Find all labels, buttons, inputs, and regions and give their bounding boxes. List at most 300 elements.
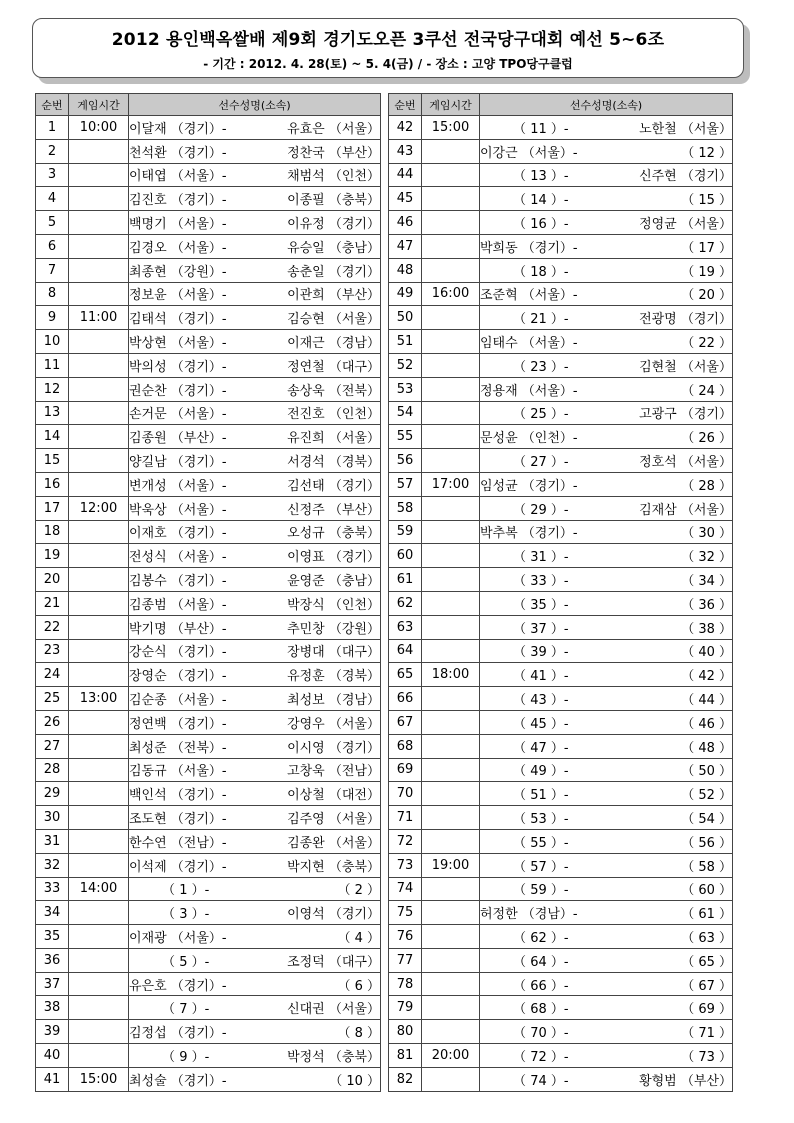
header-time: 게임시간 (422, 94, 480, 116)
game-time (69, 139, 129, 163)
match-pair (129, 903, 380, 922)
away-player: （ 8 ） (337, 1026, 380, 1042)
away-player: （ 10 ） (329, 1073, 380, 1089)
match-number: 52 (389, 353, 422, 377)
table-row (36, 948, 381, 972)
match-number: 2 (36, 139, 69, 163)
game-time (69, 901, 129, 925)
match-pair (129, 665, 380, 684)
match-number: 46 (389, 211, 422, 235)
home-player: （ 72 ）- (480, 1049, 569, 1065)
home-player: 문성윤 （인천）- (480, 431, 578, 447)
match-players (480, 972, 733, 996)
game-time (69, 829, 129, 853)
match-number: 13 (36, 401, 69, 425)
match-number: 17 (36, 496, 69, 520)
match-players (480, 496, 733, 520)
home-player: 박희동 （경기）- (480, 240, 578, 256)
game-time (69, 615, 129, 639)
match-number: 40 (36, 1044, 69, 1068)
away-player: （ 36 ） (681, 597, 732, 613)
match-number: 67 (389, 710, 422, 734)
home-player: 이달재 （경기）- (129, 121, 227, 137)
match-pair (480, 284, 732, 303)
match-players (480, 829, 733, 853)
home-player: 김동규 （서울）- (129, 764, 227, 780)
table-row (389, 282, 733, 306)
match-pair (129, 308, 380, 327)
match-pair (480, 927, 732, 946)
away-player: （ 54 ） (681, 812, 732, 827)
match-pair (129, 1022, 380, 1041)
home-player: 김경오 （서울）- (129, 240, 227, 256)
away-player: 유진희 （서울） (287, 431, 380, 447)
match-pair (129, 808, 380, 827)
match-players (129, 972, 381, 996)
game-time (69, 948, 129, 972)
match-players (129, 758, 381, 782)
away-player: （ 28 ） (681, 478, 732, 494)
schedule-body-left (36, 116, 381, 1092)
match-number: 24 (36, 663, 69, 687)
table-row (36, 544, 381, 568)
match-players (480, 806, 733, 830)
away-player: 김선태 （경기） (287, 478, 380, 494)
table-row (36, 972, 381, 996)
match-players (480, 948, 733, 972)
match-pair (129, 189, 380, 208)
match-number: 75 (389, 901, 422, 925)
away-player: 고광구 （경기） (639, 407, 732, 423)
match-pair (480, 189, 732, 208)
away-player: 오성규 （충북） (287, 526, 380, 542)
table-row (389, 116, 733, 140)
table-row (36, 925, 381, 949)
table-row (389, 996, 733, 1020)
match-pair (129, 237, 380, 256)
match-number: 65 (389, 663, 422, 687)
table-row (36, 901, 381, 925)
match-pair (129, 522, 380, 541)
match-pair (480, 165, 732, 184)
match-players (480, 758, 733, 782)
away-player: （ 6 ） (337, 978, 380, 994)
match-players (129, 639, 381, 663)
game-time (69, 377, 129, 401)
match-players (129, 377, 381, 401)
match-players (129, 139, 381, 163)
game-time: 17:00 (422, 472, 480, 496)
match-number: 82 (389, 1067, 422, 1091)
game-time (422, 829, 480, 853)
game-time (69, 568, 129, 592)
match-players (129, 877, 381, 901)
match-players (129, 258, 381, 282)
match-number: 55 (389, 425, 422, 449)
match-players (480, 877, 733, 901)
match-players (129, 163, 381, 187)
match-number: 61 (389, 568, 422, 592)
away-player: 전광명 （경기） (639, 312, 732, 328)
table-row (389, 520, 733, 544)
match-number: 1 (36, 116, 69, 140)
match-pair (129, 594, 380, 613)
match-pair (480, 380, 732, 399)
home-player: （ 31 ）- (480, 550, 569, 566)
away-player: 고창욱 （전남） (287, 764, 380, 780)
away-player: 신주현 （경기） (639, 169, 732, 185)
table-row (389, 710, 733, 734)
match-players (129, 282, 381, 306)
away-player: 추민창 （강원） (287, 621, 380, 637)
header-players: 선수성명(소속) (129, 94, 381, 116)
match-number: 14 (36, 425, 69, 449)
away-player: （ 65 ） (681, 954, 732, 970)
match-players (480, 710, 733, 734)
home-player: 장영순 （경기）- (129, 669, 227, 685)
match-pair (480, 213, 732, 232)
away-player: 채범석 （인천） (287, 169, 380, 185)
game-time (422, 710, 480, 734)
match-pair (129, 784, 380, 803)
match-number: 6 (36, 234, 69, 258)
match-players (129, 544, 381, 568)
away-player: 정연철 （대구） (287, 359, 380, 375)
match-pair (129, 951, 380, 970)
game-time (422, 996, 480, 1020)
away-player: （ 2 ） (337, 883, 380, 899)
match-number: 54 (389, 401, 422, 425)
match-number: 57 (389, 472, 422, 496)
match-number: 78 (389, 972, 422, 996)
match-players (480, 211, 733, 235)
away-player: （ 52 ） (681, 788, 732, 804)
game-time (422, 591, 480, 615)
match-number: 38 (36, 996, 69, 1020)
match-pair (480, 665, 732, 684)
away-player: 김승현 （서울） (287, 312, 380, 328)
away-player: 김주영 （서울） (287, 812, 380, 827)
home-player: 허정한 （경남）- (480, 907, 578, 923)
away-player: （ 48 ） (681, 740, 732, 756)
game-time (422, 187, 480, 211)
game-time (69, 353, 129, 377)
match-players (480, 163, 733, 187)
home-player: 강순식 （경기）- (129, 645, 227, 661)
match-pair (129, 165, 380, 184)
game-time (69, 211, 129, 235)
game-time (69, 710, 129, 734)
home-player: （ 55 ）- (480, 835, 569, 851)
match-pair (129, 499, 380, 518)
match-pair (129, 427, 380, 446)
match-pair (480, 737, 732, 756)
match-pair (480, 879, 732, 898)
match-players (480, 377, 733, 401)
match-number: 71 (389, 806, 422, 830)
match-number: 7 (36, 258, 69, 282)
match-number: 23 (36, 639, 69, 663)
match-pair (129, 451, 380, 470)
home-player: （ 57 ）- (480, 859, 569, 875)
match-number: 37 (36, 972, 69, 996)
away-player: （ 42 ） (681, 669, 732, 685)
match-players (129, 615, 381, 639)
table-row (36, 853, 381, 877)
page-title: 2012 용인백옥쌀배 제9회 경기도오픈 3쿠선 전국당구대회 예선 5~6조 (111, 30, 665, 50)
game-time: 19:00 (422, 853, 480, 877)
match-players (129, 806, 381, 830)
home-player: 김진호 （경기）- (129, 193, 227, 209)
home-player: （ 7 ）- (129, 1002, 210, 1018)
match-number: 41 (36, 1067, 69, 1091)
match-number: 77 (389, 948, 422, 972)
game-time: 15:00 (69, 1067, 129, 1091)
match-players (480, 782, 733, 806)
match-number: 9 (36, 306, 69, 330)
home-player: 양길남 （경기）- (129, 455, 227, 471)
match-pair (480, 713, 732, 732)
match-players (129, 996, 381, 1020)
game-time (422, 353, 480, 377)
match-number: 33 (36, 877, 69, 901)
match-players (480, 568, 733, 592)
home-player: （ 59 ）- (480, 883, 569, 899)
game-time (69, 258, 129, 282)
table-row (36, 496, 381, 520)
match-players (129, 829, 381, 853)
match-players (129, 734, 381, 758)
home-player: （ 37 ）- (480, 621, 569, 637)
match-players (480, 472, 733, 496)
away-player: （ 63 ） (681, 930, 732, 946)
table-row (389, 758, 733, 782)
game-time (422, 877, 480, 901)
table-row (36, 758, 381, 782)
match-pair (480, 641, 732, 660)
game-time (422, 306, 480, 330)
away-player: 황형범 （부산） (639, 1073, 732, 1089)
table-row (389, 449, 733, 473)
home-player: （ 66 ）- (480, 978, 569, 994)
match-players (129, 710, 381, 734)
home-player: （ 53 ）- (480, 812, 569, 827)
game-time (422, 496, 480, 520)
match-players (129, 687, 381, 711)
match-players (480, 258, 733, 282)
match-pair (480, 522, 732, 541)
home-player: （ 1 ）- (129, 883, 210, 899)
away-player: 유효은 （서울） (287, 121, 380, 137)
match-players (480, 996, 733, 1020)
home-player: 정연백 （경기）- (129, 716, 227, 732)
away-player: （ 19 ） (681, 264, 732, 280)
match-number: 26 (36, 710, 69, 734)
match-players (129, 1044, 381, 1068)
match-number: 76 (389, 925, 422, 949)
table-row (389, 353, 733, 377)
table-row (36, 829, 381, 853)
home-player: （ 51 ）- (480, 788, 569, 804)
match-number: 81 (389, 1044, 422, 1068)
match-number: 15 (36, 449, 69, 473)
match-players (480, 330, 733, 354)
table-row (36, 425, 381, 449)
away-player: （ 24 ） (681, 383, 732, 399)
table-row (389, 948, 733, 972)
game-time: 13:00 (69, 687, 129, 711)
match-players (129, 591, 381, 615)
match-players (129, 449, 381, 473)
match-pair (480, 808, 732, 827)
match-number: 25 (36, 687, 69, 711)
match-players (480, 925, 733, 949)
match-number: 36 (36, 948, 69, 972)
game-time (422, 425, 480, 449)
table-row (36, 615, 381, 639)
game-time (422, 401, 480, 425)
game-time (69, 401, 129, 425)
game-time (69, 330, 129, 354)
match-number: 32 (36, 853, 69, 877)
home-player: 정보윤 （서울）- (129, 288, 227, 304)
home-player: （ 43 ）- (480, 693, 569, 709)
match-players (480, 306, 733, 330)
match-number: 45 (389, 187, 422, 211)
match-pair (480, 356, 732, 375)
match-number: 62 (389, 591, 422, 615)
match-pair (129, 570, 380, 589)
match-players (129, 353, 381, 377)
away-player: 송춘일 （경기） (287, 264, 380, 280)
match-players (129, 330, 381, 354)
match-number: 69 (389, 758, 422, 782)
game-time (69, 853, 129, 877)
home-player: （ 23 ）- (480, 359, 569, 375)
table-row (389, 1020, 733, 1044)
game-time: 10:00 (69, 116, 129, 140)
away-player: （ 12 ） (681, 145, 732, 161)
match-pair (129, 975, 380, 994)
match-number: 3 (36, 163, 69, 187)
game-time: 14:00 (69, 877, 129, 901)
match-number: 70 (389, 782, 422, 806)
table-row (36, 710, 381, 734)
match-pair (480, 332, 732, 351)
match-pair (480, 1022, 732, 1041)
away-player: （ 50 ） (681, 764, 732, 780)
match-pair (480, 784, 732, 803)
away-player: 윤영준 （충남） (287, 574, 380, 590)
game-time (422, 806, 480, 830)
table-row (389, 496, 733, 520)
match-pair (129, 641, 380, 660)
table-row (36, 211, 381, 235)
match-pair (129, 737, 380, 756)
away-player: 최성보 （경남） (287, 693, 380, 709)
match-pair (480, 975, 732, 994)
match-number: 58 (389, 496, 422, 520)
match-pair (129, 403, 380, 422)
home-player: （ 14 ）- (480, 193, 569, 209)
match-pair (480, 570, 732, 589)
home-player: （ 70 ）- (480, 1026, 569, 1042)
home-player: 변개성 （서울）- (129, 478, 227, 494)
home-player: （ 64 ）- (480, 954, 569, 970)
match-number: 80 (389, 1020, 422, 1044)
away-player: （ 22 ） (681, 336, 732, 352)
table-row (36, 663, 381, 687)
match-number: 79 (389, 996, 422, 1020)
away-player: 유승일 （충남） (287, 240, 380, 256)
home-player: 권순찬 （경기）- (129, 383, 227, 399)
match-number: 22 (36, 615, 69, 639)
match-number: 31 (36, 829, 69, 853)
table-row (36, 806, 381, 830)
match-number: 63 (389, 615, 422, 639)
home-player: （ 47 ）- (480, 740, 569, 756)
match-number: 21 (36, 591, 69, 615)
table-row (36, 306, 381, 330)
home-player: 임태수 （서울）- (480, 336, 578, 352)
game-time (422, 449, 480, 473)
match-pair (480, 951, 732, 970)
game-time: 18:00 (422, 663, 480, 687)
match-players (480, 687, 733, 711)
away-player: （ 40 ） (681, 645, 732, 661)
match-number: 72 (389, 829, 422, 853)
match-players (480, 901, 733, 925)
game-time (69, 425, 129, 449)
header-no: 순번 (389, 94, 422, 116)
away-player: （ 60 ） (681, 883, 732, 899)
game-time (422, 258, 480, 282)
home-player: 김정섭 （경기）- (129, 1026, 227, 1042)
home-player: 최종현 （강원）- (129, 264, 227, 280)
game-time (69, 282, 129, 306)
game-time (69, 472, 129, 496)
game-time (69, 972, 129, 996)
away-player: 이상철 （대전） (287, 788, 380, 804)
away-player: 김재삼 （서울） (639, 502, 732, 518)
table-row (389, 615, 733, 639)
away-player: 정호석 （서울） (639, 455, 732, 471)
match-pair (480, 1070, 732, 1089)
home-player: （ 39 ）- (480, 645, 569, 661)
away-player: 박장식 （인천） (287, 597, 380, 613)
home-player: 조준혁 （서울）- (480, 288, 578, 304)
away-player: 송상욱 （전북） (287, 383, 380, 399)
game-time (422, 1020, 480, 1044)
match-players (129, 472, 381, 496)
home-player: 박욱상 （서울）- (129, 502, 227, 518)
match-players (480, 139, 733, 163)
table-row (389, 925, 733, 949)
home-player: 김종범 （서울）- (129, 597, 227, 613)
table-row (389, 163, 733, 187)
away-player: （ 61 ） (681, 907, 732, 923)
game-time (69, 1020, 129, 1044)
match-players (480, 1020, 733, 1044)
match-pair (480, 237, 732, 256)
home-player: 정용재 （서울）- (480, 383, 578, 399)
match-pair (480, 475, 732, 494)
home-player: （ 45 ）- (480, 716, 569, 732)
game-time (422, 1067, 480, 1091)
game-time (422, 568, 480, 592)
home-player: 김태석 （경기）- (129, 312, 227, 328)
match-players (480, 401, 733, 425)
